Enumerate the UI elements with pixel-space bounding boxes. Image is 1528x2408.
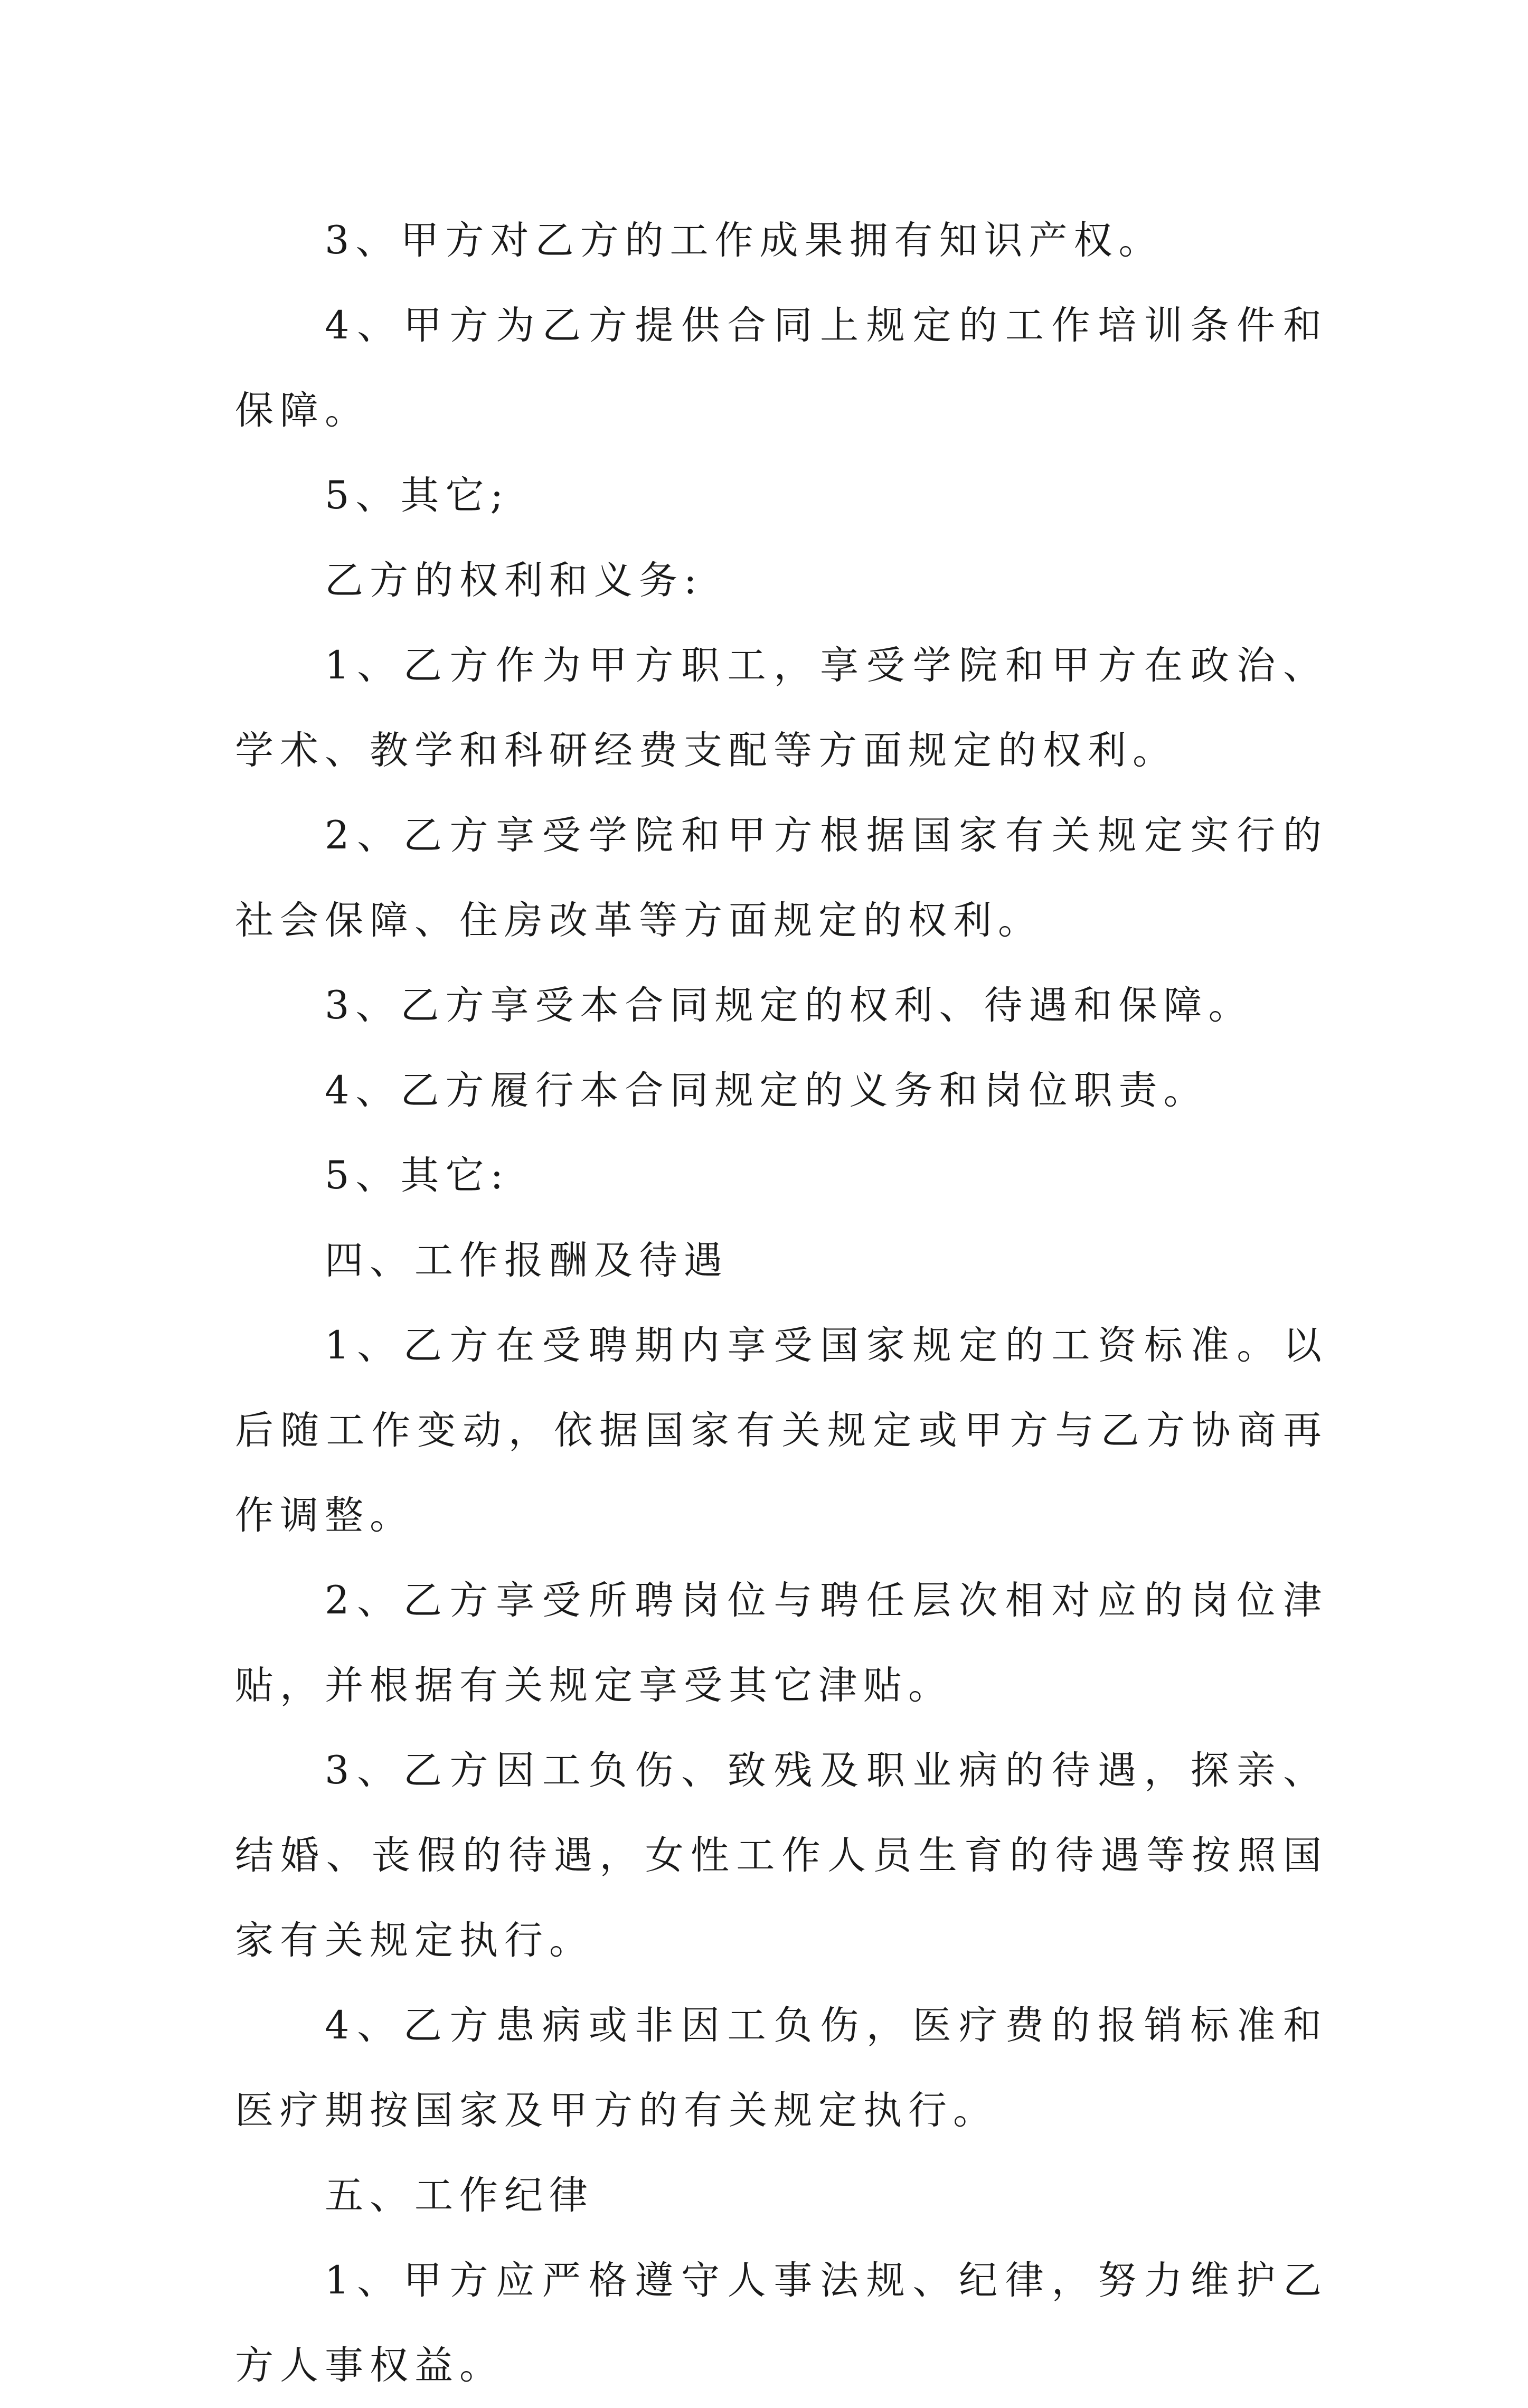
paragraph-c4: 4、乙方患病或非因工负伤，医疗费的报销标准和医疗期按国家及甲方的有关规定执行。 [235, 2003, 1328, 2133]
paragraph-b4: 4、乙方履行本合同规定的义务和岗位职责。 [325, 1068, 1209, 1113]
section-heading-yi-rights: 乙方的权利和义务: [325, 558, 703, 603]
paragraph-b2: 2、乙方享受学院和甲方根据国家有关规定实行的社会保障、住房改革等方面规定的权利。 [235, 813, 1328, 943]
paragraph-c3: 3、乙方因工负伤、致残及职业病的待遇，探亲、结婚、丧假的待遇，女性工作人员生育的待遇等按照国家有关规定执行。 [235, 1748, 1328, 1963]
paragraph-b3: 3、乙方享受本合同规定的权利、待遇和保障。 [325, 983, 1253, 1028]
paragraph-c2: 2、乙方享受所聘岗位与聘任层次相对应的岗位津贴，并根据有关规定享受其它津贴。 [235, 1578, 1328, 1708]
document-body [235, 198, 1328, 2408]
paragraph-a5: 5、其它; [325, 473, 510, 518]
paragraph-c1: 1、乙方在受聘期内享受国家规定的工资标准。以后随工作变动，依据国家有关规定或甲方与乙方协商再作调整。 [235, 1323, 1328, 1538]
paragraph-d1: 1、甲方应严格遵守人事法规、纪律，努力维护乙方人事权益。 [235, 2258, 1328, 2388]
paragraph-a3: 3、甲方对乙方的工作成果拥有知识产权。 [325, 218, 1164, 263]
paragraph-b1: 1、乙方作为甲方职工，享受学院和甲方在政治、学术、教学和科研经费支配等方面规定的权利。 [235, 643, 1328, 773]
section-heading-5: 五、工作纪律 [325, 2173, 594, 2218]
section-heading-4: 四、工作报酬及待遇 [325, 1238, 729, 1283]
paragraph-b5: 5、其它: [325, 1153, 510, 1198]
paragraph-a4: 4、甲方为乙方提供合同上规定的工作培训条件和保障。 [235, 303, 1328, 433]
